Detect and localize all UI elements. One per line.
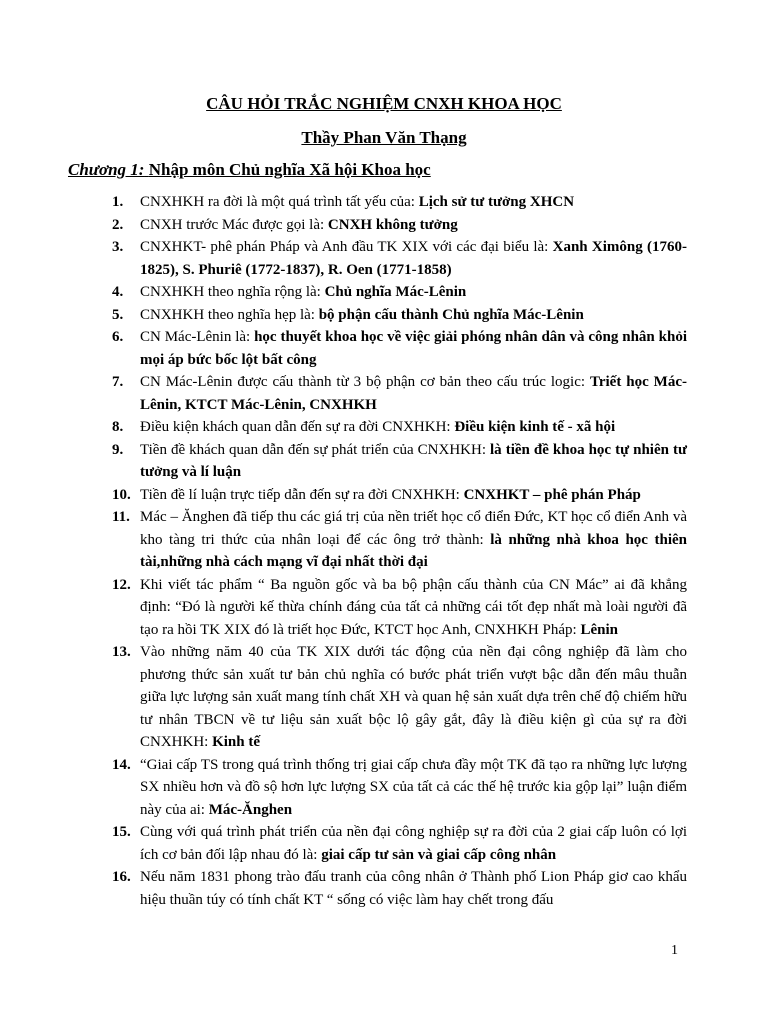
answer-text: Lịch sử tư tưởng XHCN (418, 194, 575, 210)
question-item (112, 304, 687, 327)
question-item (112, 214, 687, 237)
question-text: “Giai cấp TS trong quá trình thống trị giai cấp chưa đầy một TK đã tạo ra những lực lượng SX nhiều hơn và đồ sộ hơn lực lượng SX của tất cả các thế hệ trước kia gộp lại” luận điểm này của ai: (140, 756, 687, 818)
question-item (112, 866, 687, 911)
answer-text: Kinh tế (212, 734, 261, 750)
question-item (112, 754, 687, 822)
question-item (112, 821, 687, 866)
answer-text: Mác-Ănghen (208, 801, 293, 818)
question-text: CN Mác-Lênin được cấu thành từ 3 bộ phận cơ bản theo cấu trúc logic: (140, 374, 590, 390)
question-number: 1. (112, 194, 124, 210)
question-number: 16. (112, 869, 131, 885)
question-item (112, 281, 687, 304)
answer-text: Lênin (580, 621, 618, 638)
question-text: Vào những năm 40 của TK XIX dưới tác động của nền đại công nghiệp đã làm cho phương thức sản xuất tư bản chủ nghĩa có bước phát triển vượt bậc dẫn đến mâu thuẫn giữa lực lượng sản xuất mang tính chất XH và quan hệ sản xuất dựa trên chế độ chiếm hữu tư nhân TBCN về tư liệu sản xuất bộc lộ gây gắt, đây là điều kiện gì của sự ra đời CNXHKH: (140, 644, 687, 750)
answer-text: giai cấp tư sản và giai cấp công nhân (321, 846, 557, 863)
question-text: Cùng với quá trình phát triển của nền đại công nghiệp sự ra đời của 2 giai cấp luôn có lợi ích cơ bản đối lập nhau đó là: (140, 824, 687, 863)
question-text: Mác – Ănghen đã tiếp thu các giá trị của nền triết học cổ điển Đức, KT học cổ điển Anh và kho tàng tri thức của nhân loại để các ông trở thành: (140, 509, 687, 548)
question-number: 4. (112, 284, 124, 300)
question-item (112, 574, 687, 642)
question-text: CNXHKH theo nghĩa hẹp là: (140, 306, 319, 323)
question-item (112, 236, 687, 281)
question-text: Nếu năm 1831 phong trào đấu tranh của công nhân ở Thành phố Lion Pháp giơ cao khẩu hiệu thuần túy có tính chất KT “ sống có việc làm hay chết trong đấu (140, 869, 687, 908)
answer-text: Triết học Mác-Lênin, KTCT Mác-Lênin, CNXHKH (140, 374, 687, 413)
answer-text: CNXHKT – phê phán Pháp (463, 486, 641, 503)
answer-text: học thuyết khoa học về việc giải phóng nhân dân và công nhân khỏi mọi áp bức bốc lột bất công (140, 329, 687, 368)
question-number: 12. (112, 576, 131, 593)
question-number: 15. (112, 824, 131, 840)
question-text: CN Mác-Lênin là: (140, 329, 255, 345)
question-text: CNXHKH ra đời là một quá trình tất yếu của: (140, 194, 419, 210)
question-number: 11. (112, 509, 130, 525)
question-number: 3. (112, 239, 124, 255)
question-text: Tiền đề lí luận trực tiếp dẫn đến sự ra đời CNXHKH: (140, 486, 464, 503)
answer-text: Điều kiện kinh tế - xã hội (454, 419, 616, 435)
question-number: 2. (112, 216, 124, 233)
question-number: 10. (112, 486, 131, 503)
question-text: CNXHKH theo nghĩa rộng là: (140, 284, 325, 300)
answer-text: Chủ nghĩa Mác-Lênin (324, 284, 467, 300)
answer-text: bộ phận cấu thành Chủ nghĩa Mác-Lênin (318, 306, 584, 323)
question-item (112, 506, 687, 574)
question-item (112, 484, 687, 507)
question-number: 8. (112, 419, 124, 435)
question-text: Điều kiện khách quan dẫn đến sự ra đời CNXHKH: (140, 419, 455, 435)
question-item (112, 371, 687, 416)
question-item (112, 191, 687, 214)
question-number: 5. (112, 306, 124, 323)
document-title: CÂU HỎI TRẮC NGHIỆM CNXH KHOA HỌC (206, 94, 562, 113)
answer-text: là tiền đề khoa học tự nhiên tư tưởng và lí luận (140, 441, 687, 480)
document-author: Thầy Phan Văn Thạng (301, 128, 467, 147)
question-text: CNXH trước Mác được gọi là: (140, 216, 328, 233)
question-text: Khi viết tác phẩm “ Ba nguồn gốc và ba bộ phận cấu thành của CN Mác” ai đã khẳng định: “Đó là người kế thừa chính đáng của tất cả những cái tốt đẹp nhất mà loài người đã tạo ra hồi TK XIX đó là triết học Đức, KTCT học Anh, CNXHKH Pháp: (140, 576, 687, 638)
chapter-heading (68, 160, 431, 180)
question-number: 13. (112, 644, 131, 660)
question-list (112, 191, 687, 911)
question-number: 9. (112, 441, 124, 458)
chapter-title: Nhập môn Chủ nghĩa Xã hội Khoa học (148, 160, 431, 179)
question-item (112, 439, 687, 484)
answer-text: là những nhà khoa học thiên tài,những nhà cách mạng vĩ đại nhất thời đại (140, 531, 688, 570)
chapter-label: Chương 1: (68, 160, 145, 179)
question-item (112, 416, 687, 439)
question-item (112, 326, 687, 371)
question-text: CNXHKT- phê phán Pháp và Anh đầu TK XIX với các đại biểu là: (140, 239, 553, 255)
answer-text: Xanh Ximông (1760-1825), S. Phuriê (1772-1837), R. Oen (1771-1858) (140, 239, 687, 278)
answer-text: CNXH không tưởng (327, 216, 458, 233)
question-text: Tiền đề khách quan dẫn đến sự phát triển của CNXHKH: (140, 441, 491, 458)
question-number: 7. (112, 374, 124, 390)
question-item (112, 641, 687, 754)
page-number: 1 (671, 943, 678, 958)
question-number: 14. (112, 756, 131, 773)
question-number: 6. (112, 329, 124, 345)
